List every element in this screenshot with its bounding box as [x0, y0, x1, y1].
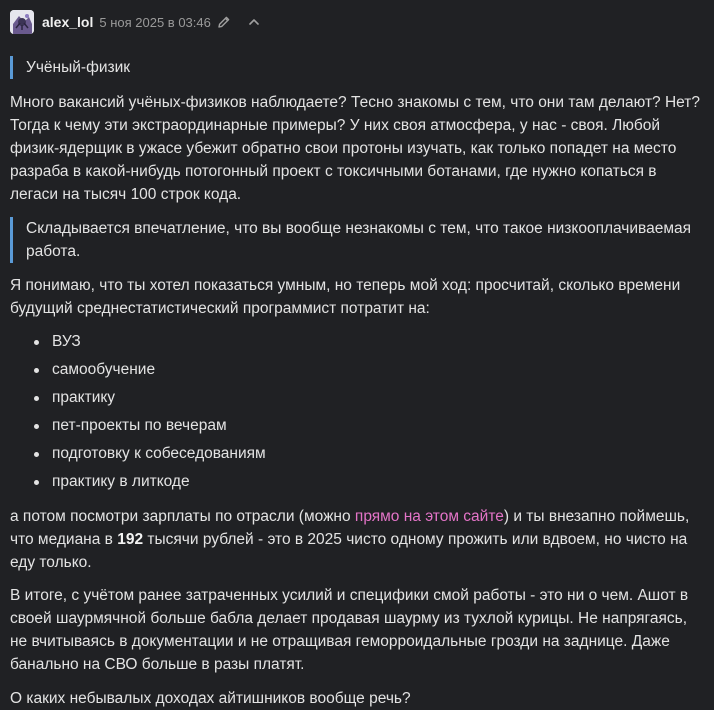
paragraph-text: ) и ты внезапно поймешь, что медиана в: [10, 508, 690, 548]
list-item: подготовку к собеседованиям: [10, 440, 704, 468]
quote-block: [10, 217, 704, 263]
salary-number: 192: [117, 531, 144, 548]
list-item: ВУЗ: [10, 328, 704, 356]
paragraph: [10, 505, 704, 574]
comment-date[interactable]: 5 ноя 2025 в 03:46: [99, 14, 211, 30]
list-item: пет-проекты по вечерам: [10, 412, 704, 440]
paragraph: Много вакансий учёных-физиков наблюдаете? Тесно знакомы с тем, что они там делают? Нет? Тогда к чему эти экстраординарные примеры? У них своя атмосфера, у нас - своя. Любой физик-ядерщик в ужасе убежит обратно свои протоны изучать, как только попадет на место разраба в какой-нибудь потогонный проект с токсичными ботанами, где нужно копаться в легаси на тысяч 100 строк кода.: [10, 94, 700, 203]
bullet-list: [10, 328, 704, 496]
paragraph: Я понимаю, что ты хотел показаться умным, но теперь мой ход: просчитай, сколько времени будущий среднестатистический программист потратит на:: [10, 277, 681, 317]
username-link[interactable]: alex_lol: [42, 13, 94, 30]
avatar[interactable]: [10, 10, 34, 34]
comment-header: [10, 9, 704, 35]
paragraph-text: а потом посмотри зарплаты по отрасли (можно: [10, 508, 355, 525]
quote-text: Складывается впечатление, что вы вообще незнакомы с тем, что такое низкооплачиваемая работа.: [26, 220, 692, 260]
list-item: практику: [10, 384, 704, 412]
quote-text: Учёный-физик: [26, 59, 131, 76]
site-link[interactable]: прямо на этом сайте: [354, 508, 504, 525]
comment-body: [10, 56, 704, 710]
list-item: практику в литкоде: [10, 468, 704, 496]
pencil-icon[interactable]: [217, 15, 231, 29]
quote-block: [10, 56, 704, 79]
chevron-up-icon[interactable]: [247, 15, 261, 29]
list-item: самообучение: [10, 356, 704, 384]
paragraph: О каких небывалых доходах айтишников вообще речь?: [10, 690, 411, 707]
paragraph: В итоге, с учётом ранее затраченных усилий и специфики смой работы - это ни о чем. Ашот в своей шаурмячной больше бабла делает продавая шаурму из тухлой курицы. Не напрягаясь, не вчитываясь в документации и не отращивая геморроидальные грозди на заднице. Даже банально на СВО больше в разы платят.: [10, 587, 689, 673]
paragraph-text: тысячи рублей - это в 2025 чисто одному прожить или вдвоем, но чисто на еду только.: [10, 531, 688, 571]
